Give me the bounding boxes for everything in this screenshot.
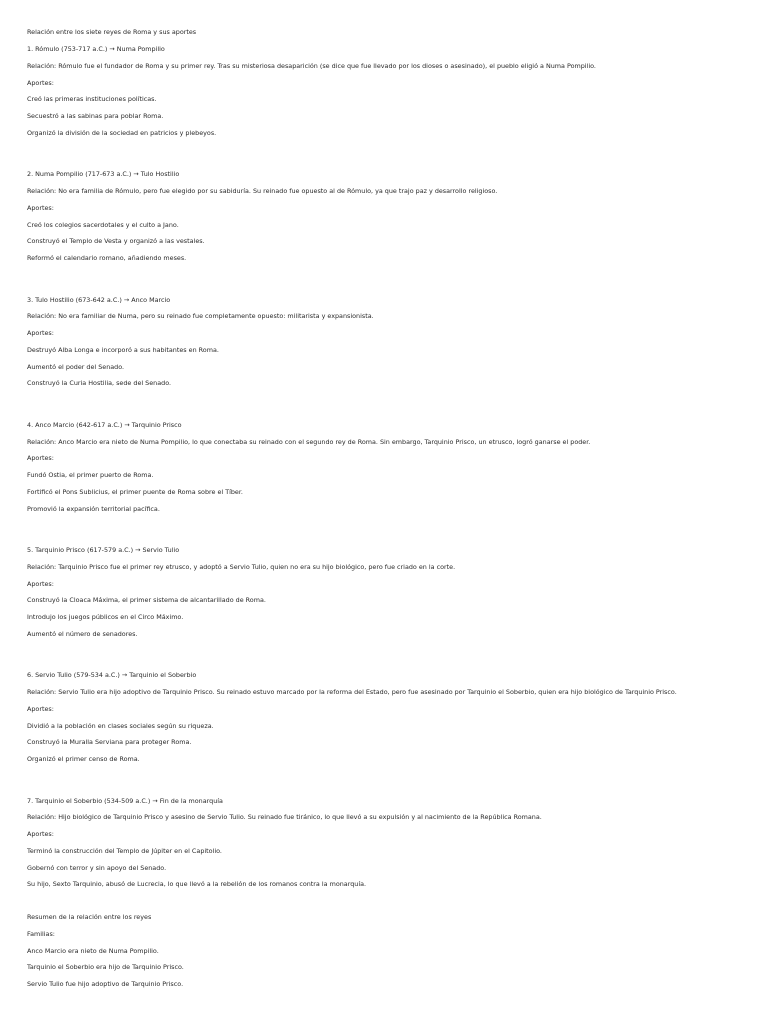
king-2-aporte-1: Creó los colegios sacerdotales y el culto a Jano. [27,221,179,229]
king-7-aporte-2: Gobernó con terror y sin apoyo del Senado. [27,864,167,872]
king-3-aporte-2: Aumentó el poder del Senado. [27,363,125,371]
king-4-heading: 4. Anco Marcio (642-617 a.C.) → Tarquinio Prisco [27,421,182,429]
king-2-aporte-2: Construyó el Templo de Vesta y organizó a las vestales. [27,237,205,245]
king-1-heading: 1. Rómulo (753-717 a.C.) → Numa Pompilio [27,45,165,53]
king-3-aportes-label: Aportes: [27,329,54,337]
king-6-aporte-3: Organizó el primer censo de Roma. [27,755,140,763]
king-7-aporte-3: Su hijo, Sexto Tarquinio, abusó de Lucrecia, lo que llevó a la rebelión de los romanos contra la monarquía. [27,880,367,888]
king-3-aporte-3: Construyó la Curia Hostilia, sede del Senado. [27,379,172,387]
king-1-aportes-label: Aportes: [27,79,54,87]
king-4-relation: Relación: Anco Marcio era nieto de Numa Pompilio, lo que conectaba su reinado con el segundo rey de Roma. Sin embargo, Tarquinio Prisco, un etrusco, logró ganarse el poder. [27,438,591,446]
king-4-aportes-label: Aportes: [27,454,54,462]
king-3-aporte-1: Destruyó Alba Longa e incorporó a sus habitantes en Roma. [27,346,219,354]
king-1-aporte-1: Creó las primeras instituciones políticas. [27,95,157,103]
document-title: Relación entre los siete reyes de Roma y sus aportes [27,28,197,36]
king-5-aporte-1: Construyó la Cloaca Máxima, el primer sistema de alcantarillado de Roma. [27,596,266,604]
summary-item-1: Anco Marcio era nieto de Numa Pompilio. [27,947,159,955]
king-6-aporte-2: Construyó la Muralla Serviana para proteger Roma. [27,738,192,746]
king-5-aportes-label: Aportes: [27,580,54,588]
summary-item-3: Servio Tulio fue hijo adoptivo de Tarquinio Prisco. [27,980,184,988]
king-2-aporte-3: Reformó el calendario romano, añadiendo meses. [27,254,187,262]
king-7-aporte-1: Terminó la construcción del Templo de Júpiter en el Capitolio. [27,847,222,855]
king-3-relation: Relación: No era familiar de Numa, pero su reinado fue completamente opuesto: militarista y expansionista. [27,312,374,320]
king-7-heading: 7. Tarquinio el Soberbio (534-509 a.C.) → Fin de la monarquía [27,797,223,805]
king-6-heading: 6. Servio Tulio (579-534 a.C.) → Tarquinio el Soberbio [27,671,197,679]
summary-heading: Resumen de la relación entre los reyes [27,913,152,921]
king-5-aporte-2: Introdujo los juegos públicos en el Circo Máximo. [27,613,184,621]
king-6-aporte-1: Dividió a la población en clases sociales según su riqueza. [27,722,214,730]
king-6-aportes-label: Aportes: [27,705,54,713]
king-3-heading: 3. Tulo Hostilio (673-642 a.C.) → Anco Marcio [27,296,171,304]
king-1-aporte-3: Organizó la división de la sociedad en patricios y plebeyos. [27,129,217,137]
king-4-aporte-2: Fortificó el Pons Sublicius, el primer puente de Roma sobre el Tíber. [27,488,243,496]
king-5-relation: Relación: Tarquinio Prisco fue el primer rey etrusco, y adoptó a Servio Tulio, quien no era su hijo biológico, pero fue criado en la corte. [27,563,456,571]
king-5-aporte-3: Aumentó el número de senadores. [27,630,138,638]
king-1-relation: Relación: Rómulo fue el fundador de Roma y su primer rey. Tras su misteriosa desaparición (se dice que fue llevado por los dioses o asesinado), el pueblo eligió a Numa Pompilio. [27,62,596,70]
king-2-aportes-label: Aportes: [27,204,54,212]
king-2-relation: Relación: No era familia de Rómulo, pero fue elegido por su sabiduría. Su reinado fue opuesto al de Rómulo, ya que trajo paz y desarrollo religioso. [27,187,498,195]
summary-item-2: Tarquinio el Soberbio era hijo de Tarquinio Prisco. [27,963,184,971]
king-6-relation: Relación: Servio Tulio era hijo adoptivo de Tarquinio Prisco. Su reinado estuvo marcado por la reforma del Estado, pero fue asesinado por Tarquinio el Soberbio, quien era hijo biológico de Tarquinio Prisco. [27,688,677,696]
king-2-heading: 2. Numa Pompilio (717-673 a.C.) → Tulo Hostilio [27,170,180,178]
king-1-aporte-2: Secuestró a las sabinas para poblar Roma. [27,112,164,120]
king-7-aportes-label: Aportes: [27,830,54,838]
king-5-heading: 5. Tarquinio Prisco (617-579 a.C.) → Servio Tulio [27,546,180,554]
king-4-aporte-1: Fundó Ostia, el primer puerto de Roma. [27,471,154,479]
summary-label: Familias: [27,930,55,938]
king-4-aporte-3: Promovió la expansión territorial pacífica. [27,505,160,513]
king-7-relation: Relación: Hijo biológico de Tarquinio Prisco y asesino de Servio Tulio. Su reinado fue tiránico, lo que llevó a su expulsión y al nacimiento de la República Romana. [27,813,542,821]
